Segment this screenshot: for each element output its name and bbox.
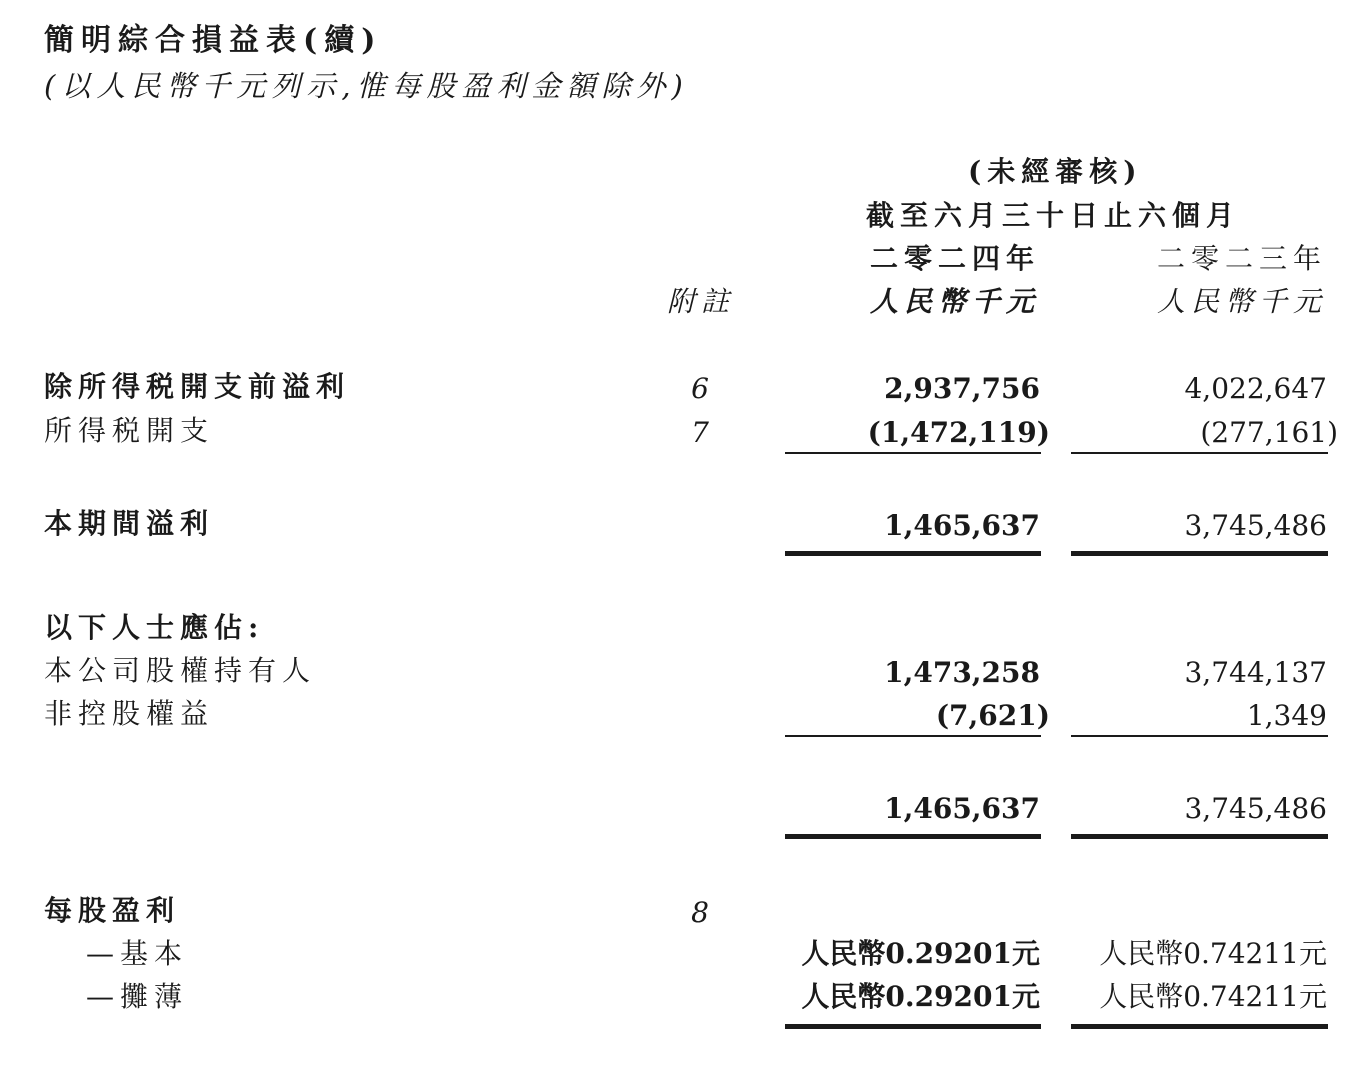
value-2024-income-tax: (1,472,119) [867,416,1050,449]
value-2023-eps-diluted: 人民幣0.74211元 [1099,980,1327,1013]
value-2024-profit-before-tax: 2,937,756 [884,372,1040,405]
value-2024-eps-basic: 人民幣0.29201元 [801,937,1040,970]
col1-year-header: 二零二四年 [869,242,1040,275]
subtotal-rule-2023 [1071,452,1328,454]
value-2024-nci: (7,621) [935,699,1050,732]
col2-unit-header: 人民幣千元 [1156,285,1327,318]
total-rule-2023 [1071,551,1328,556]
value-2023-owners: 3,744,137 [1184,656,1327,689]
total-rule-2024-attrib [785,834,1041,839]
eps-rule-2023 [1071,1024,1328,1029]
row-note-income-tax: 7 [691,416,709,449]
row-note-profit-before-tax: 6 [691,372,709,405]
col1-unit-header: 人民幣千元 [869,285,1040,318]
note-column-header: 附註 [667,285,736,318]
page-title: 簡明綜合損益表(續) [44,23,383,58]
page-subtitle: (以人民幣千元列示,惟每股盈利金額除外) [44,69,689,103]
row-note-eps: 8 [691,896,709,929]
value-2023-total: 3,745,486 [1184,792,1327,825]
total-rule-2024 [785,551,1041,556]
row-label-income-tax: 所得税開支 [44,414,215,447]
row-label-attributable-to: 以下人士應佔: [44,611,265,644]
unaudited-header: (未經審核) [968,155,1143,188]
value-2023-profit-for-period: 3,745,486 [1184,509,1327,542]
value-2024-eps-diluted: 人民幣0.29201元 [801,980,1040,1013]
row-label-eps: 每股盈利 [44,894,181,927]
row-label-profit-before-tax: 除所得税開支前溢利 [44,370,351,403]
row-label-eps-diluted: —攤薄 [86,980,189,1013]
value-2024-total: 1,465,637 [884,792,1040,825]
value-2024-profit-for-period: 1,465,637 [884,509,1040,542]
value-2023-profit-before-tax: 4,022,647 [1184,372,1327,405]
value-2023-nci: 1,349 [1246,699,1327,732]
row-label-nci: 非控股權益 [44,697,215,730]
row-label-eps-basic: —基本 [86,937,189,970]
row-label-profit-for-period: 本期間溢利 [44,507,215,540]
period-header: 截至六月三十日止六個月 [866,199,1241,232]
eps-rule-2024 [785,1024,1041,1029]
row-label-owners: 本公司股權持有人 [44,654,317,687]
subtotal-rule-2024-attrib [785,735,1041,737]
subtotal-rule-2023-attrib [1071,735,1328,737]
total-rule-2023-attrib [1071,834,1328,839]
subtotal-rule-2024 [785,452,1041,454]
value-2024-owners: 1,473,258 [884,656,1040,689]
value-2023-eps-basic: 人民幣0.74211元 [1099,937,1327,970]
col2-year-header: 二零二三年 [1156,242,1327,275]
value-2023-income-tax: (277,161) [1200,416,1338,449]
